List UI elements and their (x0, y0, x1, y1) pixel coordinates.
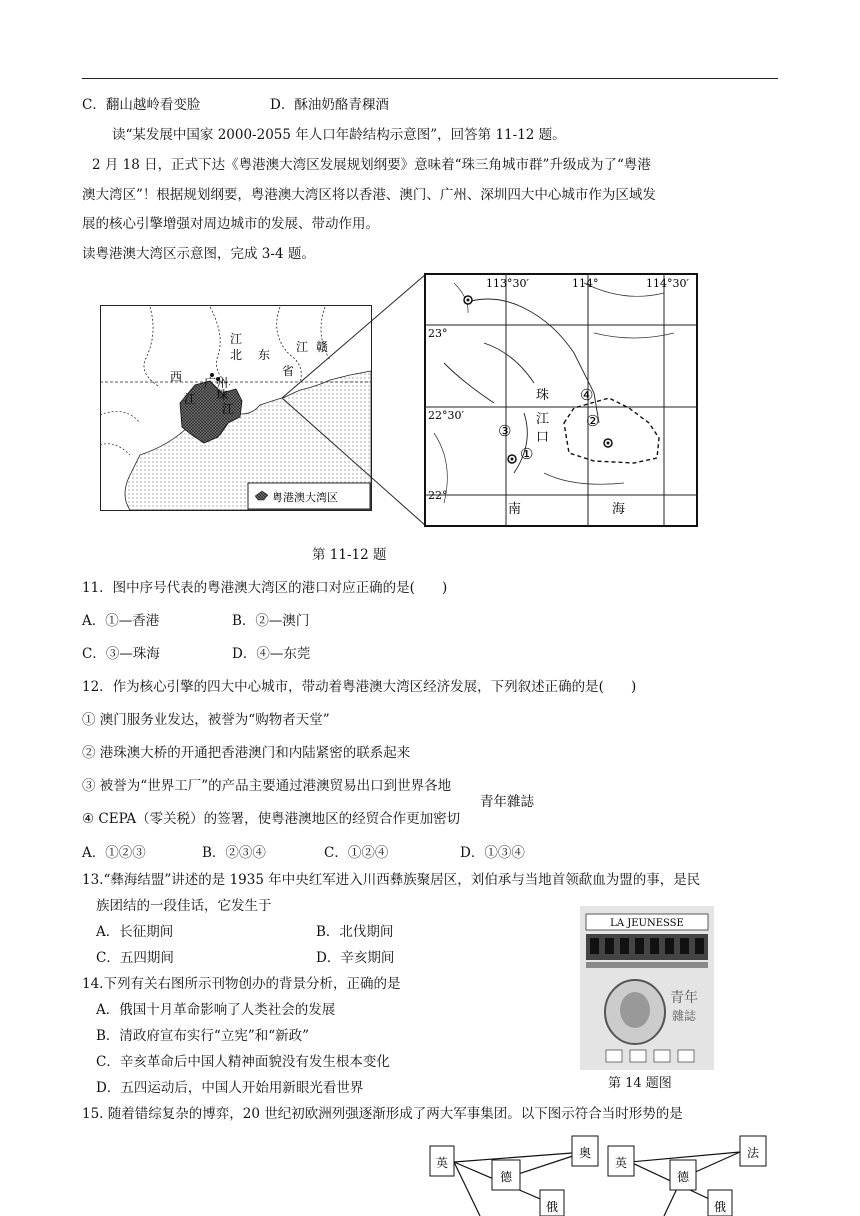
q13-a: A．长征期间 (96, 924, 174, 940)
magazine-cn-bound: 青年雜誌 (480, 794, 534, 810)
q12-a: A．①②③ (82, 845, 146, 861)
q13-d: D．辛亥期间 (316, 950, 395, 966)
q14-caption: 第 14 题图 (608, 1076, 672, 1091)
port-3: ③ (498, 422, 512, 440)
label-kou-r: 口 (536, 430, 550, 445)
port-1: ① (520, 445, 534, 463)
q12-c: C．①②④ (324, 845, 389, 861)
magazine-title: LA JEUNESSE (610, 918, 684, 929)
q15-diagram-1 (428, 1132, 608, 1216)
lon-114-30: 114°30′ (646, 277, 689, 290)
label-bei: 北 (230, 348, 243, 362)
para-line-1: 2 月 18 日，正式下达《粤港澳大湾区发展规划纲要》意味着“珠三角城市群”升级成为了“粤港 (92, 157, 651, 173)
q12-item-4: ④ CEPA（零关税）的签署，使粤港澳地区的经贸合作更加密切 (82, 811, 461, 827)
label-hai: 海 (612, 502, 626, 517)
q13-b: B．北伐期间 (316, 924, 394, 940)
q12-stem: 12．作为核心引擎的四大中心城市，带动着粤港澳大湾区经济发展，下列叙述正确的是( ) (82, 679, 637, 695)
q12-d: D．①③④ (460, 845, 525, 861)
q11-c: C．③—珠海 (82, 646, 160, 662)
lon-113-30: 113°30′ (486, 277, 529, 290)
q12-item-1: ① 澳门服务业发达，被誉为“购物者天堂” (82, 712, 330, 728)
para-line-2: 澳大湾区”！根据规划纲要，粤港澳大湾区将以香港、澳门、广州、深圳四大中心城市作为区域发 (82, 187, 656, 203)
fig-caption: 第 11-12 题 (312, 547, 387, 563)
label-jiang3: 江 (184, 392, 197, 406)
q15-diagram-2 (604, 1132, 776, 1216)
q12-item-3: ③ 被誉为“世界工厂”的产品主要通过港澳贸易出口到世界各地 (82, 778, 452, 794)
label-jiang4: 江 (222, 402, 235, 416)
read-map-line: 读粤港澳大湾区示意图，完成 3-4 题。 (82, 246, 315, 262)
d1-ao: 奥 (578, 1146, 592, 1160)
lat-23: 23° (428, 327, 448, 340)
q14-d: D．五四运动后，中国人开始用新眼光看世界 (96, 1080, 364, 1096)
q11-d: D．④—东莞 (232, 646, 311, 662)
q14-a: A．俄国十月革命影响了人类社会的发展 (96, 1002, 336, 1018)
d1-ying: 英 (435, 1156, 449, 1170)
zoom-connector (280, 272, 430, 532)
label-xi: 西 (170, 370, 183, 384)
label-sheng: 省 (282, 364, 295, 378)
option-c-prev: C．翻山越岭看变脸 (82, 97, 201, 113)
magazine-cn-title: 青年 (670, 990, 698, 1006)
label-gan: 赣 (316, 340, 329, 354)
para-line-3: 展的核心引擎增强对周边城市的发展、带动作用。 (82, 216, 379, 232)
label-jiang1: 江 (230, 332, 243, 346)
port-4: ④ (580, 386, 594, 404)
q13-stem-2: 族团结的一段佳话，它发生于 (96, 898, 272, 914)
q12-item-2: ② 港珠澳大桥的开通把香港澳门和内陆紧密的联系起来 (82, 745, 411, 761)
port-2: ② (586, 412, 600, 430)
q14-stem: 14.下列有关右图所示刊物创办的背景分析，正确的是 (82, 976, 401, 992)
header-rule (82, 78, 778, 79)
label-guangzhou: 广州 (204, 376, 229, 390)
option-d-prev: D．酥油奶酪青稞酒 (270, 97, 389, 113)
label-jiang2: 江 (296, 340, 309, 354)
label-jiang-r: 江 (536, 412, 550, 427)
q12-b: B．②③④ (202, 845, 266, 861)
q13-stem-1: 13.“彝海结盟”讲述的是 1935 年中央红军进入川西彝族聚居区，刘伯承与当地首领歃血为盟的事，是民 (82, 872, 701, 888)
q14-b: B．清政府宣布实行“立宪”和“新政” (96, 1028, 310, 1044)
d1-e: 俄 (545, 1200, 559, 1214)
q11-b: B．②—澳门 (232, 613, 310, 629)
label-dong: 东 (258, 348, 271, 362)
lat-22: 22° (428, 489, 448, 502)
legend-label: 粤港澳大湾区 (272, 491, 338, 504)
lon-114: 114° (572, 277, 599, 290)
d2-e: 俄 (713, 1200, 727, 1214)
d1-de: 德 (499, 1170, 513, 1184)
q13-c: C．五四期间 (96, 950, 174, 966)
right-map (424, 273, 698, 527)
q11-a: A．①—香港 (82, 613, 160, 629)
d2-ying: 英 (614, 1156, 628, 1170)
q14-c: C．辛亥革命后中国人精神面貌没有发生根本变化 (96, 1054, 390, 1070)
label-zhu-r: 珠 (536, 388, 550, 403)
d2-fa: 法 (746, 1146, 760, 1160)
lat-22-30: 22°30′ (428, 409, 464, 422)
q15-stem: 15. 随着错综复杂的博弈，20 世纪初欧洲列强逐渐形成了两大军事集团。以下图示符合当时形势的是 (82, 1106, 683, 1122)
label-nan: 南 (508, 502, 522, 517)
label-zhu: 珠 (216, 388, 229, 402)
q11-stem: 11．图中序号代表的粤港澳大湾区的港口对应正确的是( ) (82, 580, 448, 596)
intro-line: 读“某发展中国家 2000-2055 年人口年龄结构示意图”，回答第 11-12 题。 (112, 127, 566, 143)
d2-de: 德 (676, 1170, 690, 1184)
magazine-cn-title-2: 雜誌 (671, 1009, 697, 1023)
